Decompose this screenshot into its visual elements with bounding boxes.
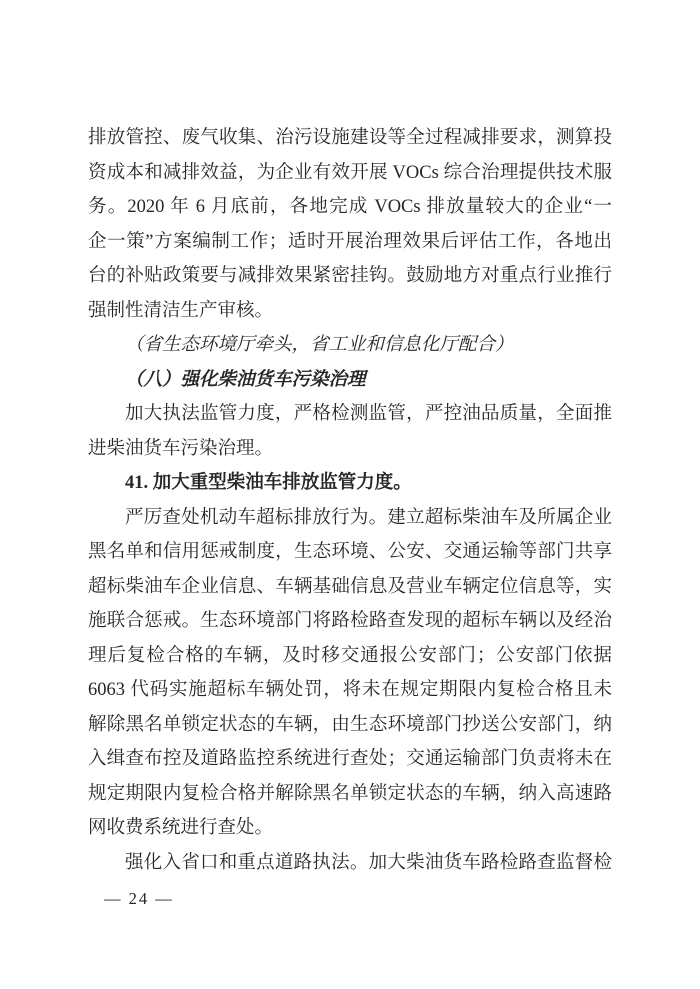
item-41-heading-line: 41. 加大重型柴油车排放监管力度。	[125, 473, 412, 493]
text-line: 排放管控、废气收集、治污设施建设等全过程减排要求，测算投	[88, 128, 612, 148]
text-line: 规定期限内复检合格并解除黑名单锁定状态的车辆，纳入高速路	[88, 783, 612, 804]
text-line: 入缉查布控及道路监控系统进行查处；交通运输部门负责将未在	[88, 749, 612, 769]
text-line: 黑名单和信用惩戒制度，生态环境、公安、交通运输等部门共享	[88, 542, 612, 562]
text-line: 资成本和减排效益，为企业有效开展 VOCs 综合治理提供技术服	[88, 162, 612, 183]
text-line: 理后复检合格的车辆，及时移交通报公安部门；公安部门依据	[88, 645, 612, 666]
section-heading-line: （八）强化柴油货车污染治理	[125, 369, 366, 390]
text-line: 网收费系统进行查处。	[88, 818, 274, 838]
text-line: 强制性清洁生产审核。	[88, 300, 274, 321]
text-line: 企一策”方案编制工作；适时开展治理效果后评估工作，各地出	[88, 231, 612, 252]
responsible-departments-line: （省生态环境厅牵头，省工业和信息化厅配合）	[125, 335, 514, 355]
text-line: 解除黑名单锁定状态的车辆，由生态环境部门抄送公安部门，纳	[88, 714, 612, 735]
page-number: — 24 —	[104, 889, 174, 908]
text-line: 强化入省口和重点道路执法。加大柴油货车路检路查监督检	[125, 852, 612, 873]
page-body-text	[88, 121, 612, 880]
text-line: 务。2020 年 6 月底前，各地完成 VOCs 排放量较大的企业“一	[88, 197, 612, 217]
text-line: 施联合惩戒。生态环境部门将路检路查发现的超标车辆以及经治	[88, 611, 612, 631]
text-line: 严厉查处机动车超标排放行为。建立超标柴油车及所属企业	[125, 507, 612, 528]
text-line: 进柴油货车污染治理。	[88, 438, 274, 459]
text-line: 台的补贴政策要与减排效果紧密挂钩。鼓励地方对重点行业推行	[88, 266, 612, 286]
text-line: 超标柴油车企业信息、车辆基础信息及营业车辆定位信息等，实	[88, 576, 612, 597]
text-line: 6063 代码实施超标车辆处罚，将未在规定期限内复检合格且未	[88, 680, 612, 700]
text-line: 加大执法监管力度，严格检测监管，严控油品质量，全面推	[125, 404, 612, 424]
